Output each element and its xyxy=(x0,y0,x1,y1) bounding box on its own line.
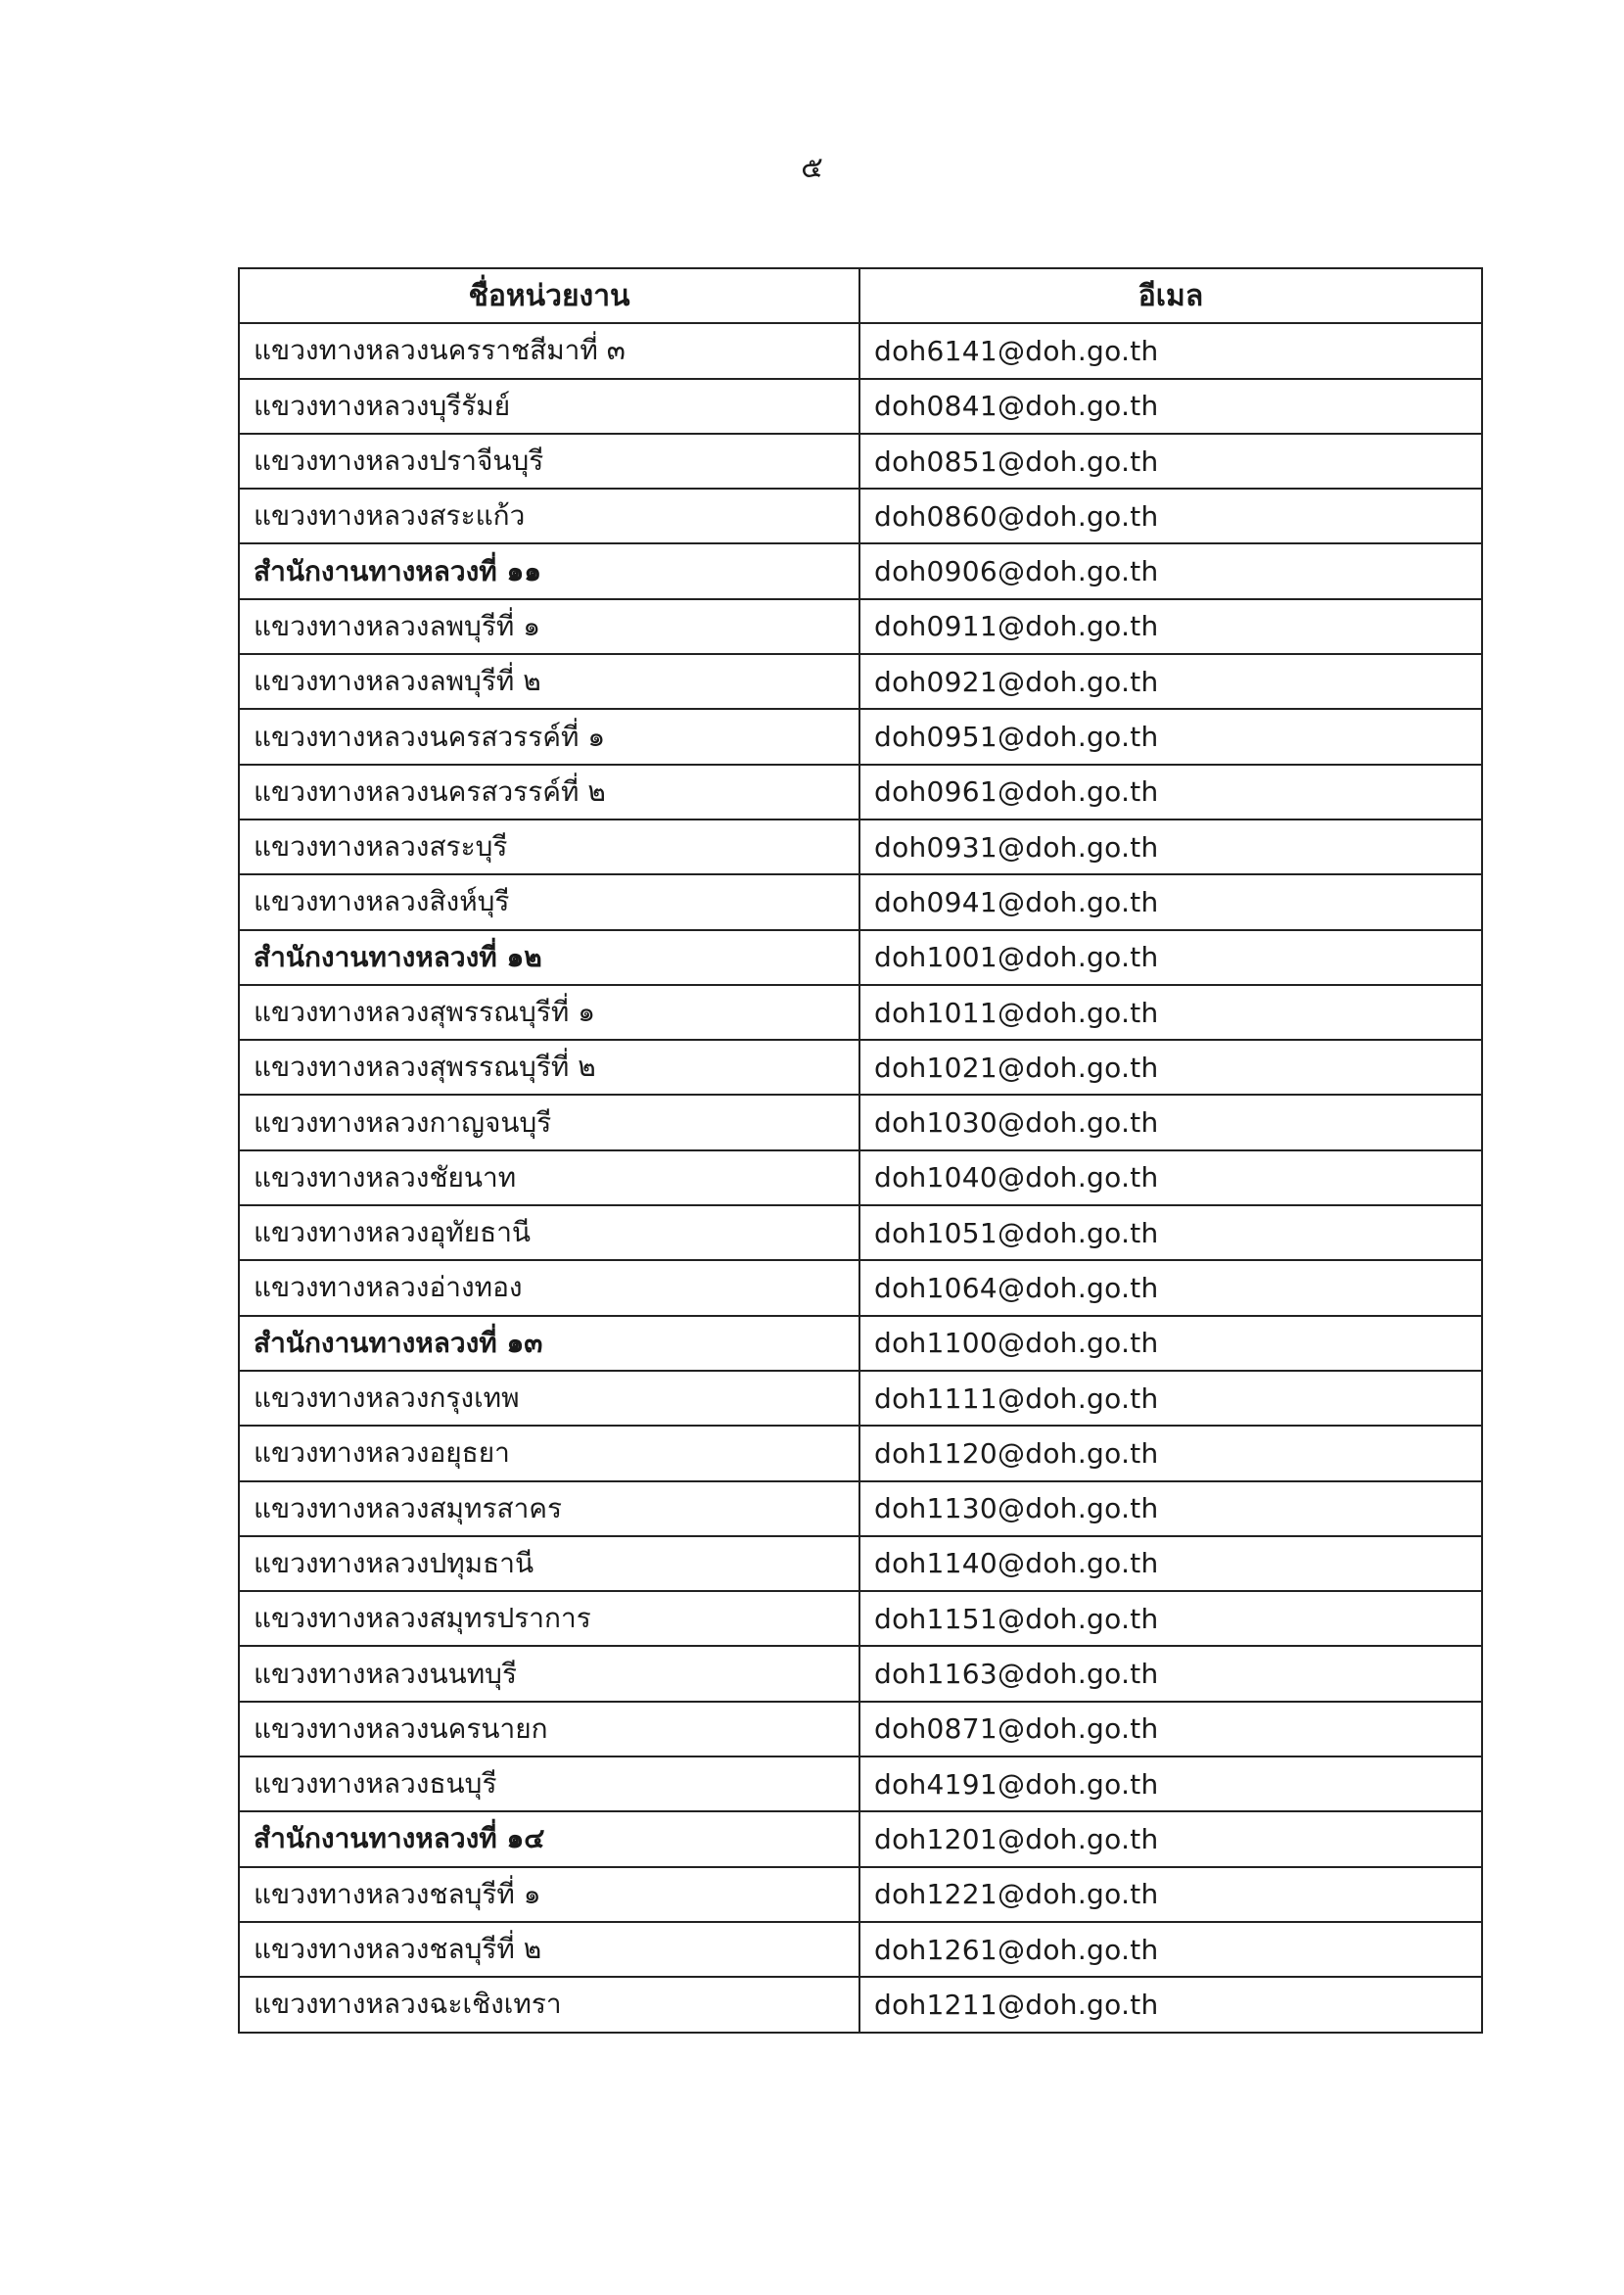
table-row xyxy=(239,1591,1482,1646)
table-row xyxy=(239,709,1482,764)
unit-name-cell: แขวงทางหลวงปทุมธานี xyxy=(239,1536,859,1591)
office-name-cell: สำนักงานทางหลวงที่ ๑๑ xyxy=(239,543,859,598)
table-row xyxy=(239,654,1482,709)
table-row xyxy=(239,1426,1482,1480)
email-cell: doh0871@doh.go.th xyxy=(859,1702,1482,1756)
table-row xyxy=(239,1867,1482,1922)
unit-name-cell: แขวงทางหลวงสระแก้ว xyxy=(239,489,859,543)
unit-name-cell: แขวงทางหลวงสระบุรี xyxy=(239,820,859,874)
unit-name-cell: แขวงทางหลวงสิงห์บุรี xyxy=(239,874,859,929)
header-email: อีเมล xyxy=(859,268,1482,323)
table-row xyxy=(239,874,1482,929)
table-header-row xyxy=(239,268,1482,323)
email-cell: doh1211@doh.go.th xyxy=(859,1977,1482,2032)
contact-table xyxy=(238,267,1483,2034)
header-unit-name: ชื่อหน่วยงาน xyxy=(239,268,859,323)
table-row xyxy=(239,323,1482,378)
office-name-cell: สำนักงานทางหลวงที่ ๑๓ xyxy=(239,1316,859,1371)
email-cell: doh1151@doh.go.th xyxy=(859,1591,1482,1646)
email-cell: doh0951@doh.go.th xyxy=(859,709,1482,764)
unit-name-cell: แขวงทางหลวงฉะเชิงเทรา xyxy=(239,1977,859,2032)
table-row xyxy=(239,1536,1482,1591)
unit-name-cell: แขวงทางหลวงลพบุรีที่ ๒ xyxy=(239,654,859,709)
email-cell: doh0921@doh.go.th xyxy=(859,654,1482,709)
unit-name-cell: แขวงทางหลวงชลบุรีที่ ๑ xyxy=(239,1867,859,1922)
email-cell: doh1120@doh.go.th xyxy=(859,1426,1482,1480)
table-row xyxy=(239,434,1482,489)
email-cell: doh1011@doh.go.th xyxy=(859,985,1482,1040)
unit-name-cell: แขวงทางหลวงอุทัยธานี xyxy=(239,1205,859,1260)
table-row xyxy=(239,1260,1482,1315)
unit-name-cell: แขวงทางหลวงนครราชสีมาที่ ๓ xyxy=(239,323,859,378)
email-cell: doh1130@doh.go.th xyxy=(859,1481,1482,1536)
table-row xyxy=(239,1205,1482,1260)
email-cell: doh1100@doh.go.th xyxy=(859,1316,1482,1371)
unit-name-cell: แขวงทางหลวงชลบุรีที่ ๒ xyxy=(239,1922,859,1977)
email-cell: doh1064@doh.go.th xyxy=(859,1260,1482,1315)
email-cell: doh0860@doh.go.th xyxy=(859,489,1482,543)
email-cell: doh6141@doh.go.th xyxy=(859,323,1482,378)
table-row xyxy=(239,543,1482,598)
unit-name-cell: แขวงทางหลวงชัยนาท xyxy=(239,1150,859,1205)
email-cell: doh0841@doh.go.th xyxy=(859,379,1482,434)
email-cell: doh0931@doh.go.th xyxy=(859,820,1482,874)
unit-name-cell: แขวงทางหลวงสุพรรณบุรีที่ ๑ xyxy=(239,985,859,1040)
email-cell: doh0911@doh.go.th xyxy=(859,599,1482,654)
email-cell: doh1021@doh.go.th xyxy=(859,1040,1482,1095)
table-body xyxy=(239,323,1482,2032)
email-cell: doh0961@doh.go.th xyxy=(859,765,1482,820)
table-row xyxy=(239,1371,1482,1426)
unit-name-cell: แขวงทางหลวงนครสวรรค์ที่ ๒ xyxy=(239,765,859,820)
email-cell: doh1111@doh.go.th xyxy=(859,1371,1482,1426)
email-cell: doh1040@doh.go.th xyxy=(859,1150,1482,1205)
table-row xyxy=(239,1481,1482,1536)
table-row xyxy=(239,765,1482,820)
table-row xyxy=(239,599,1482,654)
table-row xyxy=(239,930,1482,985)
unit-name-cell: แขวงทางหลวงนครสวรรค์ที่ ๑ xyxy=(239,709,859,764)
email-cell: doh1140@doh.go.th xyxy=(859,1536,1482,1591)
table-row xyxy=(239,379,1482,434)
table-row xyxy=(239,489,1482,543)
unit-name-cell: แขวงทางหลวงนนทบุรี xyxy=(239,1646,859,1701)
office-name-cell: สำนักงานทางหลวงที่ ๑๒ xyxy=(239,930,859,985)
unit-name-cell: แขวงทางหลวงสมุทรสาคร xyxy=(239,1481,859,1536)
table-row xyxy=(239,1646,1482,1701)
table-row xyxy=(239,820,1482,874)
email-cell: doh0851@doh.go.th xyxy=(859,434,1482,489)
table-row xyxy=(239,1756,1482,1811)
email-cell: doh1163@doh.go.th xyxy=(859,1646,1482,1701)
unit-name-cell: แขวงทางหลวงสุพรรณบุรีที่ ๒ xyxy=(239,1040,859,1095)
email-cell: doh1201@doh.go.th xyxy=(859,1811,1482,1866)
email-cell: doh1030@doh.go.th xyxy=(859,1095,1482,1149)
email-cell: doh4191@doh.go.th xyxy=(859,1756,1482,1811)
table-row xyxy=(239,1811,1482,1866)
unit-name-cell: แขวงทางหลวงลพบุรีที่ ๑ xyxy=(239,599,859,654)
page-number: ๕ xyxy=(801,151,823,185)
table-row xyxy=(239,1316,1482,1371)
table-row xyxy=(239,985,1482,1040)
email-cell: doh1051@doh.go.th xyxy=(859,1205,1482,1260)
unit-name-cell: แขวงทางหลวงอ่างทอง xyxy=(239,1260,859,1315)
email-cell: doh1261@doh.go.th xyxy=(859,1922,1482,1977)
email-cell: doh0941@doh.go.th xyxy=(859,874,1482,929)
table-row xyxy=(239,1702,1482,1756)
unit-name-cell: แขวงทางหลวงธนบุรี xyxy=(239,1756,859,1811)
unit-name-cell: แขวงทางหลวงกรุงเทพ xyxy=(239,1371,859,1426)
unit-name-cell: แขวงทางหลวงสมุทรปราการ xyxy=(239,1591,859,1646)
unit-name-cell: แขวงทางหลวงอยุธยา xyxy=(239,1426,859,1480)
table-row xyxy=(239,1095,1482,1149)
email-cell: doh1221@doh.go.th xyxy=(859,1867,1482,1922)
table-row xyxy=(239,1150,1482,1205)
unit-name-cell: แขวงทางหลวงปราจีนบุรี xyxy=(239,434,859,489)
table-row xyxy=(239,1040,1482,1095)
email-cell: doh0906@doh.go.th xyxy=(859,543,1482,598)
unit-name-cell: แขวงทางหลวงบุรีรัมย์ xyxy=(239,379,859,434)
unit-name-cell: แขวงทางหลวงกาญจนบุรี xyxy=(239,1095,859,1149)
office-name-cell: สำนักงานทางหลวงที่ ๑๔ xyxy=(239,1811,859,1866)
email-cell: doh1001@doh.go.th xyxy=(859,930,1482,985)
unit-name-cell: แขวงทางหลวงนครนายก xyxy=(239,1702,859,1756)
table-row xyxy=(239,1977,1482,2032)
table-row xyxy=(239,1922,1482,1977)
